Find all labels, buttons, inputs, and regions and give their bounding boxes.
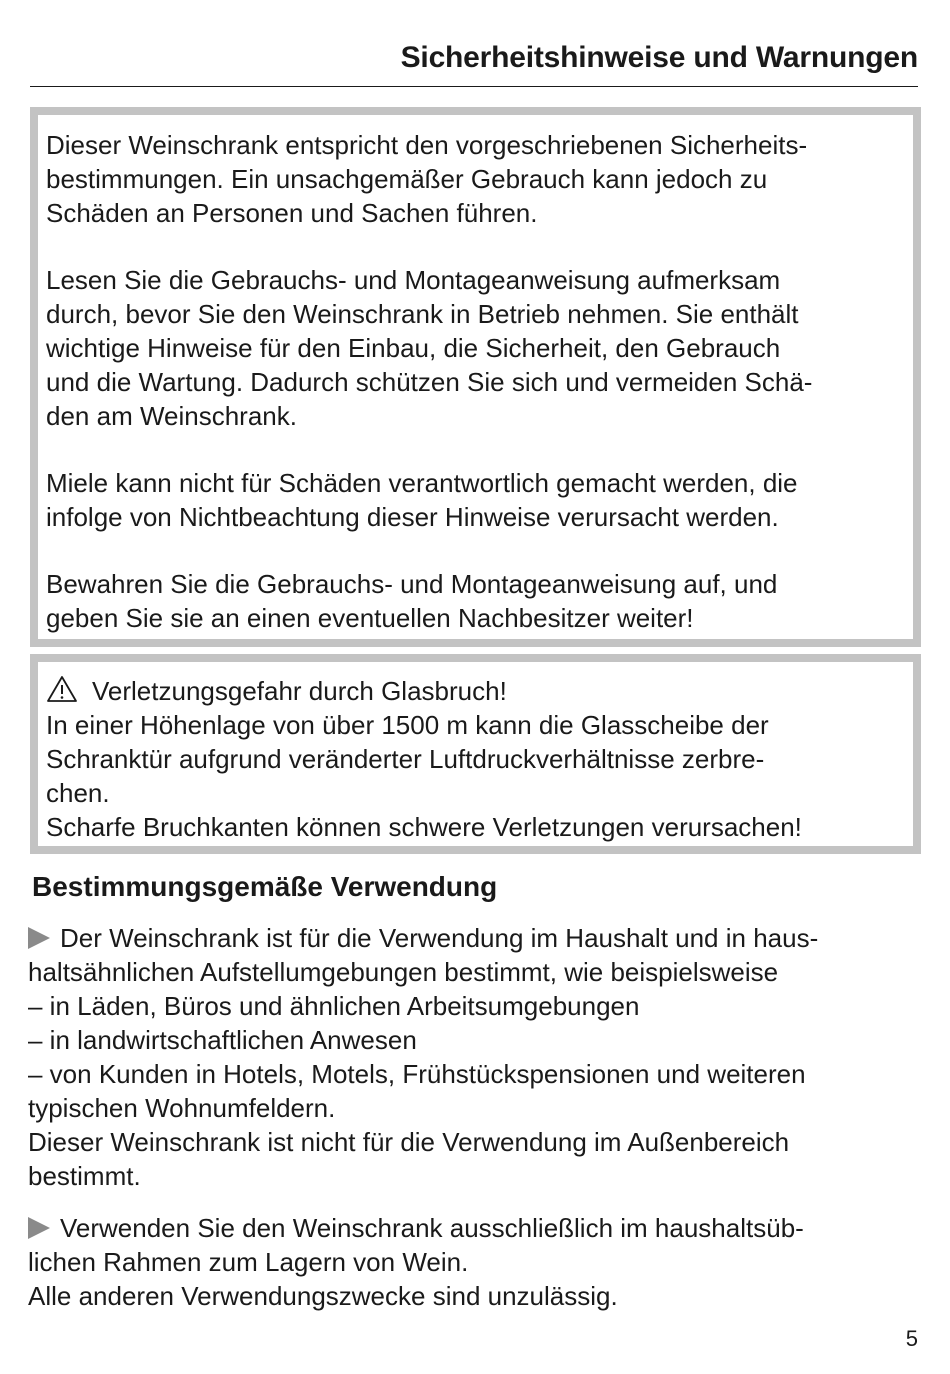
page-title: Sicherheitshinweise und Warnungen	[400, 41, 918, 74]
warning-title: Verletzungsgefahr durch Glasbruch!	[92, 676, 507, 706]
notice-line: bestimmungen. Ein unsachgemäßer Gebrauch kann jedoch zu	[46, 164, 768, 194]
page-header	[30, 38, 918, 87]
warning-line: In einer Höhenlage von über 1500 m kann die Glasscheibe der	[46, 710, 769, 740]
notice-paragraph-1	[46, 128, 903, 230]
warning-triangle-icon	[46, 675, 78, 703]
usage-line: Verwenden Sie den Weinschrank ausschließlich im haushaltsüb-	[60, 1213, 804, 1243]
notice-paragraph-4	[46, 567, 903, 635]
usage-line: – in landwirtschaftlichen Anwesen	[28, 1025, 417, 1055]
notice-line: den am Weinschrank.	[46, 401, 297, 431]
notice-line: durch, bevor Sie den Weinschrank in Betrieb nehmen. Sie enthält	[46, 299, 799, 329]
notice-line: und die Wartung. Dadurch schützen Sie sich und vermeiden Schä-	[46, 367, 813, 397]
notice-line: Lesen Sie die Gebrauchs- und Montageanweisung aufmerksam	[46, 265, 781, 295]
notice-line: Bewahren Sie die Gebrauchs- und Montageanweisung auf, und	[46, 569, 778, 599]
notice-paragraph-2	[46, 263, 903, 433]
warning-text	[46, 674, 903, 844]
warning-line: Schranktür aufgrund veränderter Luftdruckverhältnisse zerbre-	[46, 744, 765, 774]
usage-line: haltsähnlichen Aufstellumgebungen bestimmt, wie beispielsweise	[28, 957, 779, 987]
notice-line: infolge von Nichtbeachtung dieser Hinweise verursacht werden.	[46, 502, 779, 532]
notice-line: Miele kann nicht für Schäden verantwortlich gemacht werden, die	[46, 468, 798, 498]
usage-line: typischen Wohnumfeldern.	[28, 1093, 336, 1123]
usage-line: bestimmt.	[28, 1161, 141, 1191]
usage-line: Dieser Weinschrank ist nicht für die Verwendung im Außenbereich	[28, 1127, 790, 1157]
glass-breakage-warning-box	[30, 654, 921, 854]
usage-paragraph-1	[28, 921, 908, 1193]
notice-paragraph-3	[46, 466, 903, 534]
usage-line: Der Weinschrank ist für die Verwendung im Haushalt und in haus-	[60, 923, 819, 953]
page-number: 5	[905, 1326, 918, 1351]
bullet-arrow-icon	[28, 927, 50, 949]
usage-paragraph-2	[28, 1211, 908, 1313]
section-heading: Bestimmungsgemäße Verwendung	[32, 871, 498, 902]
usage-line: – von Kunden in Hotels, Motels, Frühstückspensionen und weiteren	[28, 1059, 806, 1089]
warning-line: chen.	[46, 778, 110, 808]
usage-line: – in Läden, Büros und ähnlichen Arbeitsumgebungen	[28, 991, 640, 1021]
bullet-arrow-icon	[28, 1217, 50, 1239]
notice-line: geben Sie sie an einen eventuellen Nachbesitzer weiter!	[46, 603, 694, 633]
notice-line: Dieser Weinschrank entspricht den vorgeschriebenen Sicherheits-	[46, 130, 808, 160]
usage-line: Alle anderen Verwendungszwecke sind unzulässig.	[28, 1281, 618, 1311]
safety-notice-box	[30, 107, 921, 647]
notice-line: wichtige Hinweise für den Einbau, die Sicherheit, den Gebrauch	[46, 333, 781, 363]
notice-line: Schäden an Personen und Sachen führen.	[46, 198, 538, 228]
usage-line: lichen Rahmen zum Lagern von Wein.	[28, 1247, 469, 1277]
warning-line: Scharfe Bruchkanten können schwere Verletzungen verursachen!	[46, 812, 802, 842]
